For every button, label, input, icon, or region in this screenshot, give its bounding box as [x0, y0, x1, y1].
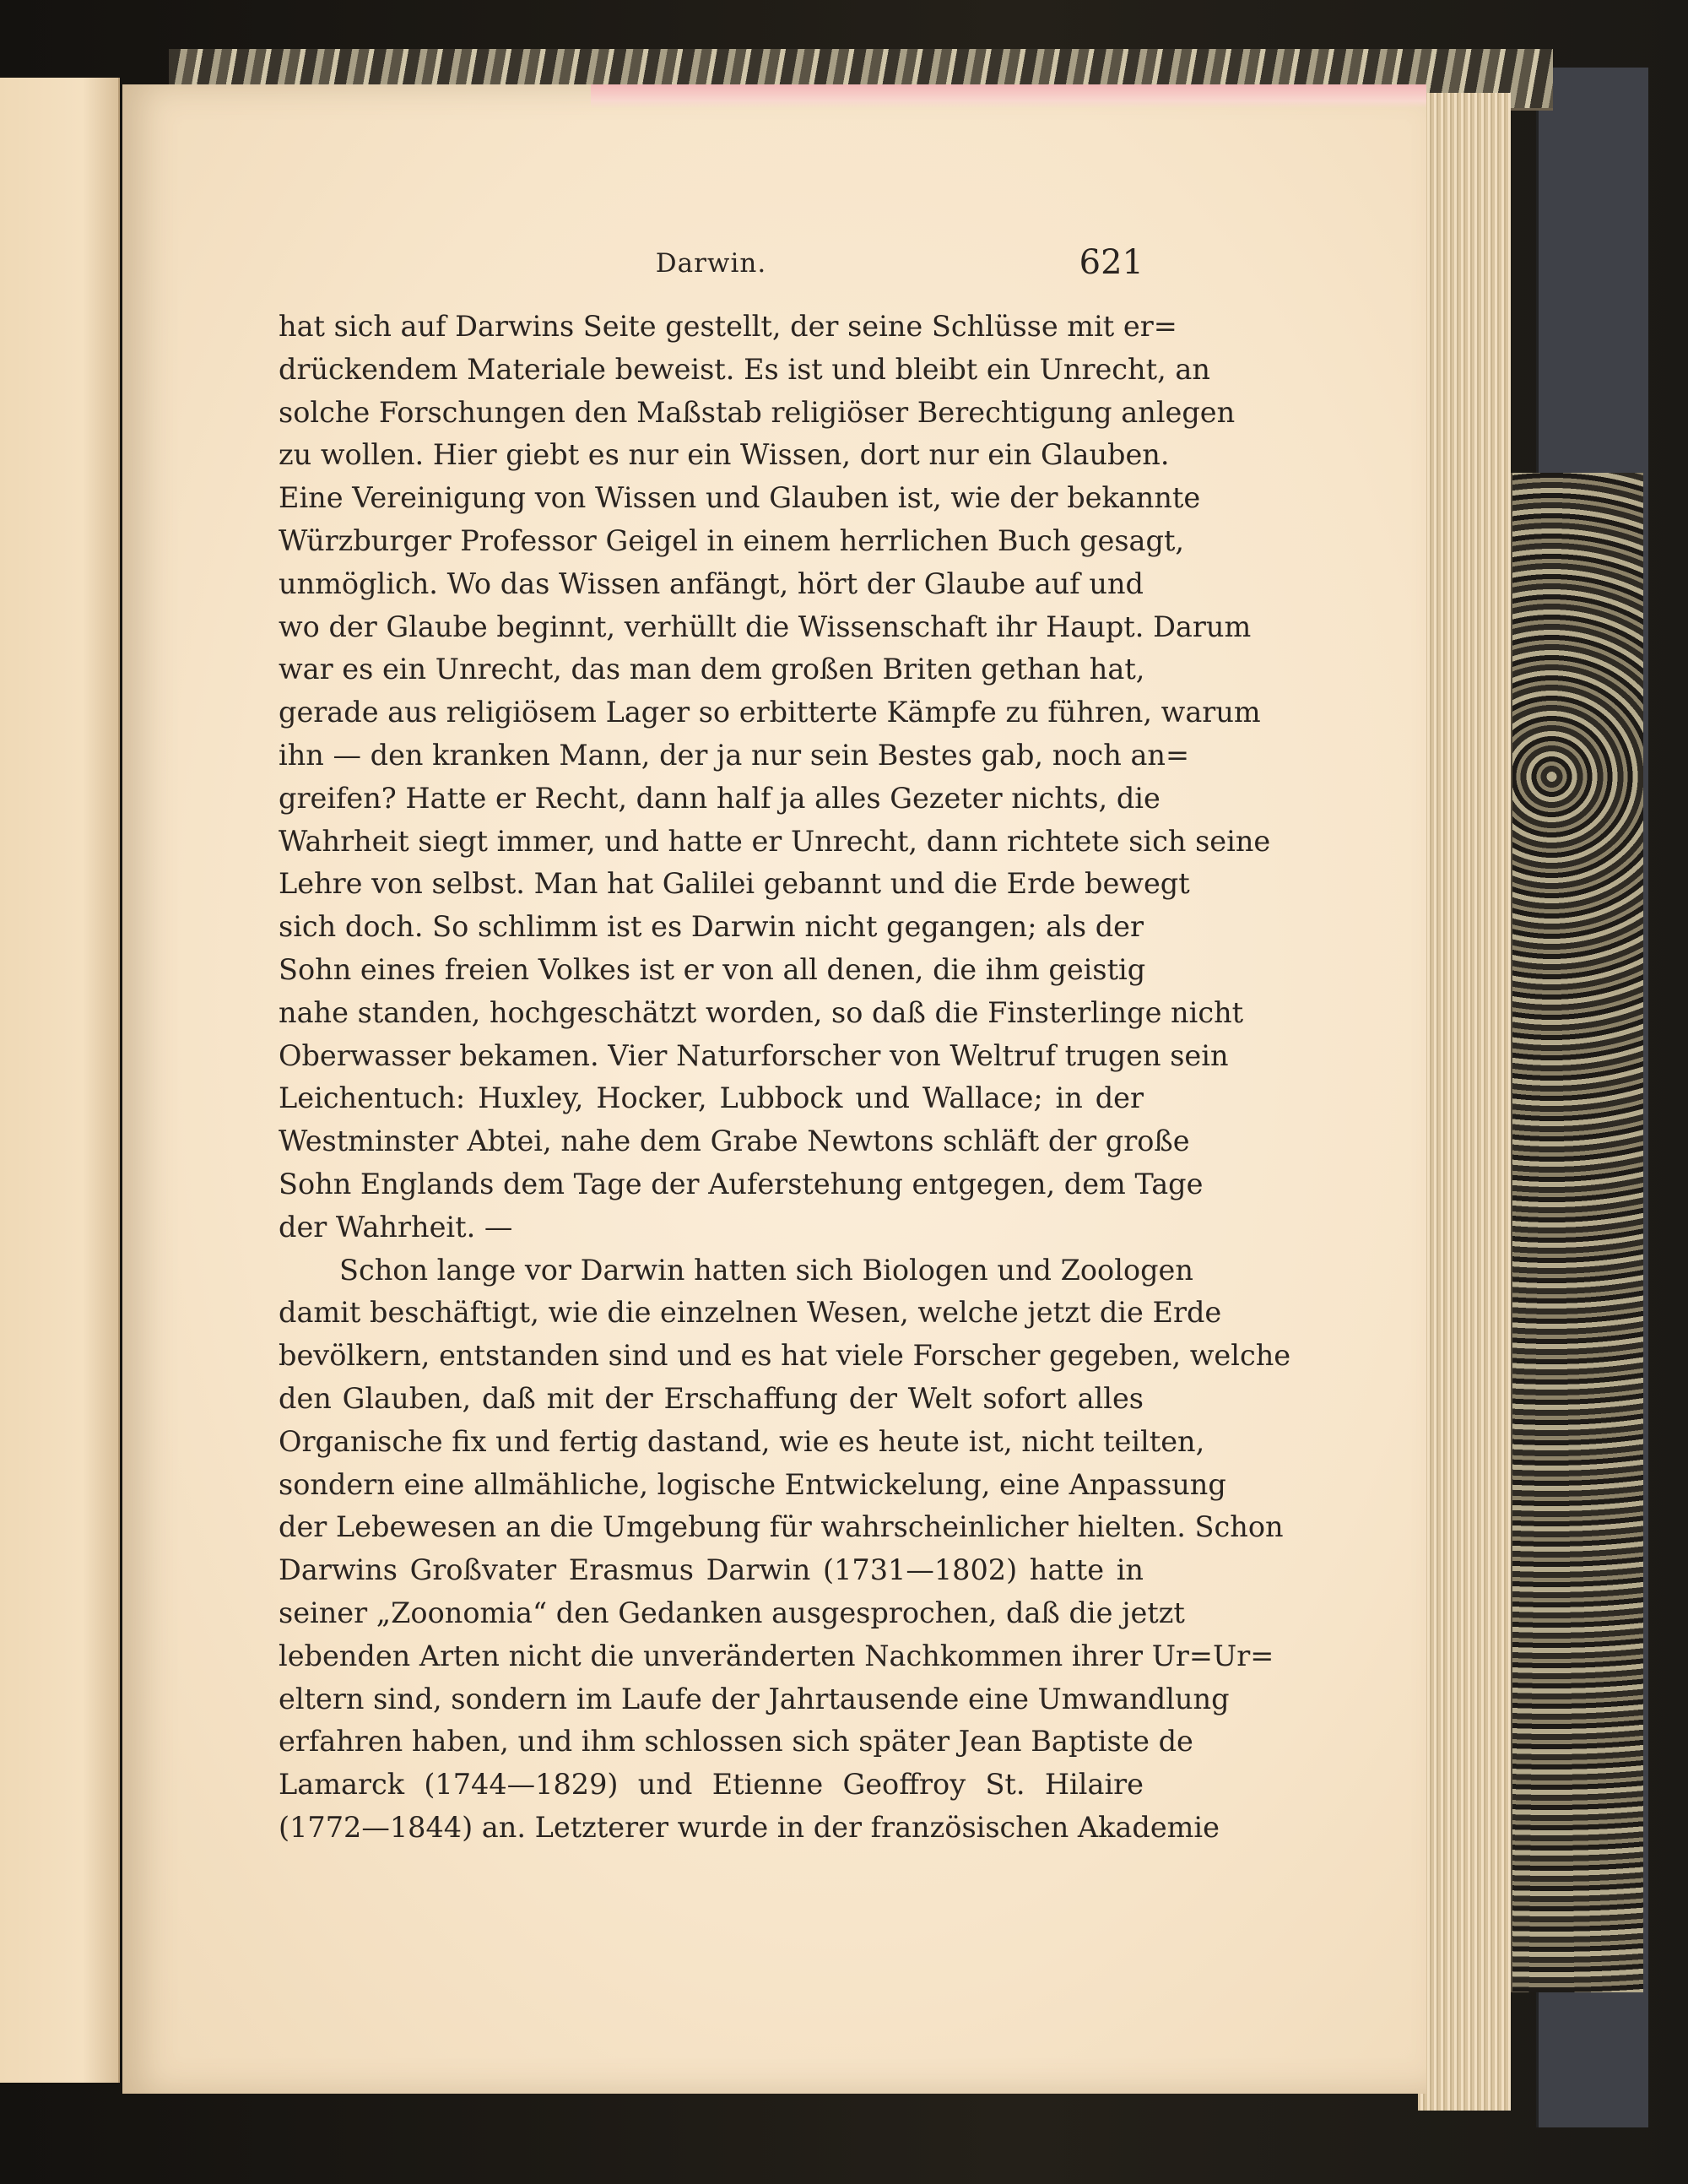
text-line: Lamarck (1744—1829) und Etienne Geoffroy St. Hilaire — [279, 1768, 1144, 1802]
text-line: Oberwasser bekamen. Vier Naturforscher von Weltruf trugen sein — [279, 1038, 1229, 1072]
body-text — [279, 306, 1291, 1850]
text-line: ihn — den kranken Mann, der ja nur sein Bestes gab, noch an= — [279, 738, 1190, 772]
text-line: zu wollen. Hier giebt es nur ein Wissen, dort nur ein Glauben. — [279, 438, 1170, 472]
text-line: damit beschäftigt, wie die einzelnen Wesen, welche jetzt die Erde — [279, 1296, 1222, 1330]
text-line: Schon lange vor Darwin hatten sich Biologen und Zoologen — [339, 1253, 1193, 1287]
text-line: bevölkern, entstanden sind und es hat viele Forscher gegeben, welche — [279, 1339, 1291, 1373]
text-line: der Wahrheit. — — [279, 1210, 513, 1244]
text-line: Organische fix und fertig dastand, wie es heute ist, nicht teilten, — [279, 1424, 1205, 1458]
text-line: gerade aus religiösem Lager so erbitterte Kämpfe zu führen, warum — [279, 696, 1261, 729]
page-top-stain — [591, 84, 1426, 108]
text-line: drückendem Materiale beweist. Es ist und bleibt ein Unrecht, an — [279, 352, 1210, 386]
text-line: Wahrheit siegt immer, und hatte er Unrecht, dann richtete sich seine — [279, 824, 1271, 858]
text-line: sich doch. So schlimm ist es Darwin nicht gegangen; als der — [279, 910, 1144, 944]
text-line: Darwins Großvater Erasmus Darwin (1731—1802) hatte in — [279, 1553, 1144, 1587]
text-line: war es ein Unrecht, das man dem großen Briten gethan hat, — [279, 653, 1145, 686]
text-line: hat sich auf Darwins Seite gestellt, der seine Schlüsse mit er= — [279, 310, 1177, 343]
text-line: Lehre von selbst. Man hat Galilei gebannt und die Erde bewegt — [279, 867, 1190, 901]
text-line: solche Forschungen den Maßstab religiöser Berechtigung anlegen — [279, 395, 1236, 429]
running-head — [279, 243, 1144, 285]
text-line: erfahren haben, und ihm schlossen sich später Jean Baptiste de — [279, 1725, 1193, 1759]
text-line: Sohn Englands dem Tage der Auferstehung entgegen, dem Tage — [279, 1167, 1204, 1200]
text-line: der Lebewesen an die Umgebung für wahrscheinlicher hielten. Schon — [279, 1510, 1284, 1544]
text-line: seiner „Zoonomia“ den Gedanken ausgesprochen, daß die jetzt — [279, 1596, 1185, 1629]
text-line: nahe standen, hochgeschätzt worden, so daß die Finsterlinge nicht — [279, 995, 1244, 1029]
text-line: Eine Vereinigung von Wissen und Glauben ist, wie der bekannte — [279, 481, 1201, 515]
text-line: sondern eine allmähliche, logische Entwickelung, eine Anpassung — [279, 1467, 1226, 1501]
text-line: Westminster Abtei, nahe dem Grabe Newtons schläft der große — [279, 1125, 1190, 1158]
text-line: eltern sind, sondern im Laufe der Jahrtausende eine Umwandlung — [279, 1682, 1230, 1715]
marbled-cover-pattern — [1511, 473, 1643, 1992]
page-number: 621 — [1079, 243, 1144, 282]
text-line: lebenden Arten nicht die unveränderten Nachkommen ihrer Ur=Ur= — [279, 1639, 1274, 1672]
text-line: greifen? Hatte er Recht, dann half ja alles Gezeter nichts, die — [279, 781, 1160, 815]
previous-page-edge — [0, 78, 120, 2083]
text-line: Sohn eines freien Volkes ist er von all denen, die ihm geistig — [279, 952, 1146, 986]
page-fore-edge — [1418, 93, 1511, 2111]
text-line: Leichentuch: Huxley, Hocker, Lubbock und Wallace; in der — [279, 1081, 1144, 1115]
text-line: (1772—1844) an. Letzterer wurde in der französischen Akademie — [279, 1810, 1220, 1844]
running-title: Darwin. — [655, 248, 767, 279]
text-line: Würzburger Professor Geigel in einem herrlichen Buch gesagt, — [279, 523, 1185, 557]
text-line: den Glauben, daß mit der Erschaffung der Welt sofort alles — [279, 1381, 1144, 1415]
text-line: unmöglich. Wo das Wissen anfängt, hört der Glaube auf und — [279, 566, 1144, 600]
text-line: wo der Glaube beginnt, verhüllt die Wissenschaft ihr Haupt. Darum — [279, 610, 1252, 643]
